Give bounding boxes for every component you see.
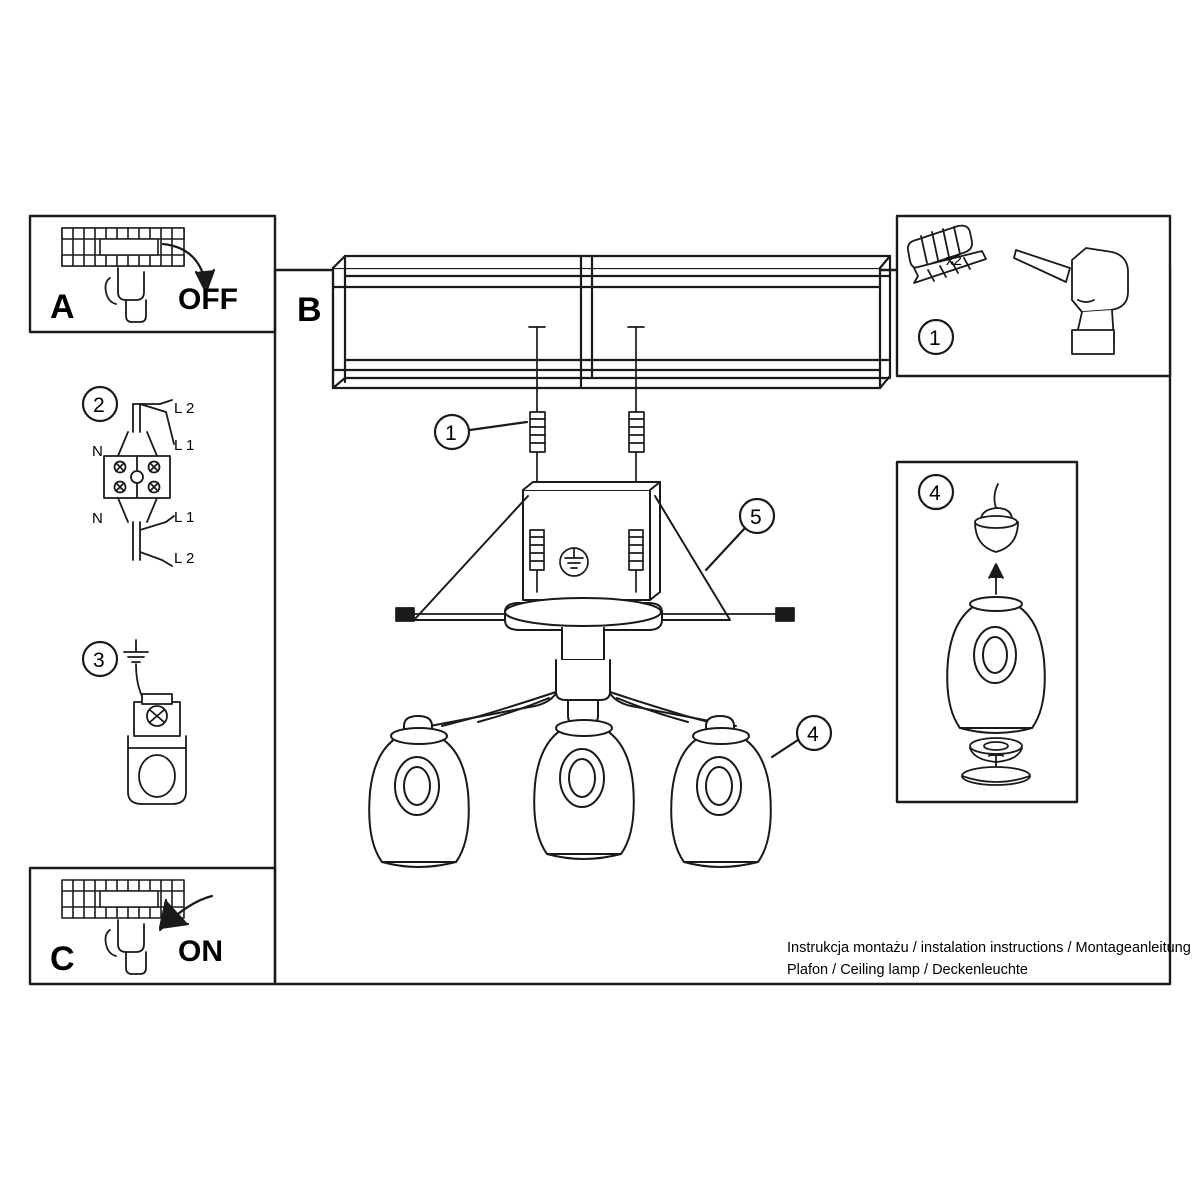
- callout-5-number: 5: [750, 506, 762, 529]
- plug-quantity-label: x2: [946, 252, 962, 269]
- panel-b-letter: B: [297, 291, 322, 329]
- lamp-shade-right: [671, 728, 771, 867]
- wire-label-bottom-n: N: [92, 510, 103, 527]
- ceiling-slab: [333, 256, 890, 388]
- wire-label-bottom-l2: L 2: [174, 550, 195, 567]
- earth-symbol-on-plate: [560, 548, 588, 576]
- step2-connector: [104, 400, 174, 566]
- panel-a-terminal-block: [62, 228, 184, 266]
- callout-1-number: 1: [445, 422, 457, 445]
- step3-bracket: [128, 664, 186, 804]
- callout-1-leader: [470, 422, 527, 430]
- footer-line-2: Plafon / Ceiling lamp / Deckenleuchte: [787, 962, 1028, 978]
- footer-line-1: Instrukcja montażu / instalation instructions / Montageanleitung: [787, 940, 1191, 956]
- callout-4-leader: [772, 740, 798, 757]
- panel-a-state-label: OFF: [178, 283, 238, 316]
- panel-c-letter: C: [50, 940, 75, 978]
- callout-5-leader: [706, 528, 745, 570]
- step-4-number: 4: [929, 482, 941, 505]
- wire-label-top-n: N: [92, 443, 103, 460]
- lamp-shade-center: [534, 720, 634, 859]
- wire-label-bottom-l1: L 1: [174, 509, 195, 526]
- callout-4-number: 4: [807, 723, 819, 746]
- panel-c-state-label: ON: [178, 935, 223, 968]
- lamp-shade-left: [369, 728, 469, 867]
- wire-label-top-l1: L 1: [174, 437, 195, 454]
- wire-label-top-l2: L 2: [174, 400, 195, 417]
- step4-shade: [947, 597, 1045, 733]
- step3-earth-symbol: [124, 640, 148, 662]
- panel-a-letter: A: [50, 288, 75, 326]
- step-2-number: 2: [93, 394, 105, 417]
- step-3-number: 3: [93, 649, 105, 672]
- step-1-number: 1: [929, 327, 941, 350]
